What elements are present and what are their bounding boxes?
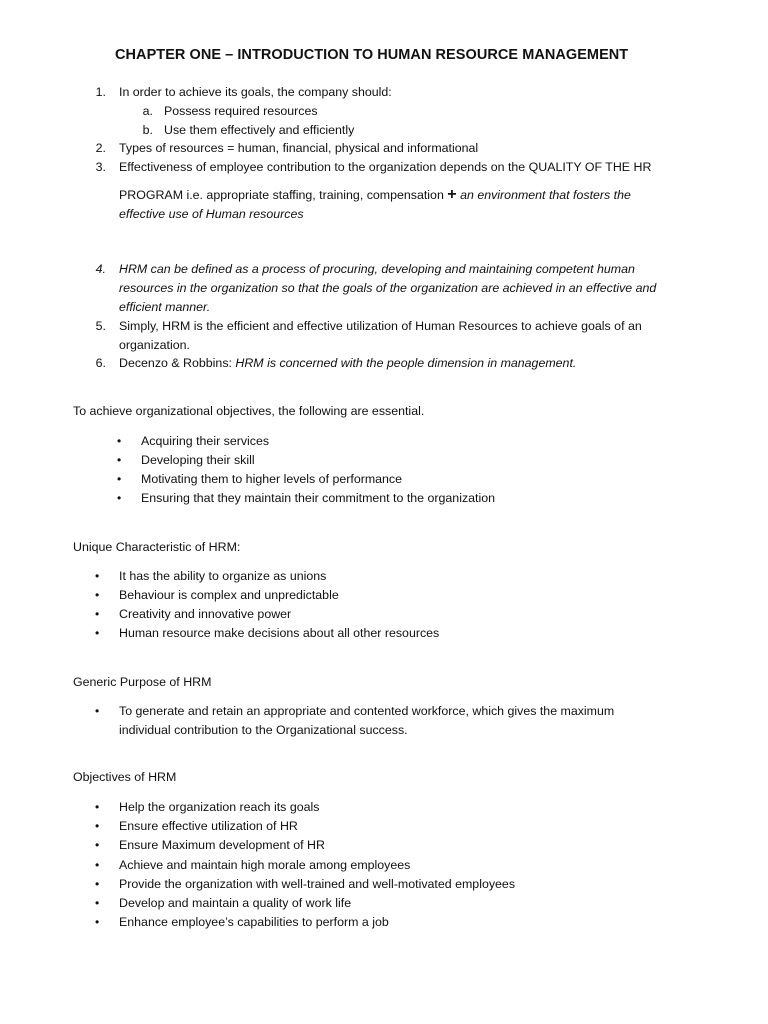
- bullet: •: [95, 819, 100, 833]
- bullet: •: [95, 800, 100, 814]
- list-number: 2.: [95, 141, 106, 155]
- bullet: •: [95, 915, 100, 929]
- list-item: Developing their skill: [141, 453, 255, 467]
- bullet: •: [117, 453, 122, 467]
- list-item-text: In order to achieve its goals, the company should:: [119, 85, 392, 99]
- list-item: Behaviour is complex and unpredictable: [119, 588, 339, 602]
- bullet: •: [95, 626, 100, 640]
- list-number: 3.: [95, 160, 106, 174]
- section-heading: Objectives of HRM: [73, 770, 177, 784]
- list-item: It has the ability to organize as unions: [119, 569, 327, 583]
- bullet: •: [117, 491, 122, 505]
- bullet: •: [117, 434, 122, 448]
- list-item: To generate and retain an appropriate and contented workforce, which gives the maximum: [119, 704, 615, 718]
- list-number: 4.: [95, 262, 106, 276]
- page-title: CHAPTER ONE – INTRODUCTION TO HUMAN RESOURCE MANAGEMENT: [115, 47, 629, 63]
- section-heading: Generic Purpose of HRM: [73, 675, 212, 689]
- list-item: Help the organization reach its goals: [119, 800, 320, 814]
- list-item: individual contribution to the Organizational success.: [119, 723, 408, 737]
- list-item-text: [119, 187, 631, 203]
- list-item: Ensuring that they maintain their commitment to the organization: [141, 491, 496, 505]
- list-item: Motivating them to higher levels of performance: [141, 472, 403, 486]
- bullet: •: [95, 704, 100, 718]
- list-item: Acquiring their services: [141, 434, 270, 448]
- list-item-text: [119, 357, 576, 369]
- list-item-italic: HRM can be defined as a process of procuring, developing and maintaining competent human: [119, 262, 635, 276]
- list-item-italic: an environment that fosters the: [460, 188, 631, 202]
- plus-sign: +: [447, 186, 457, 203]
- list-item-italic: effective use of Human resources: [119, 207, 304, 221]
- bullet: •: [95, 896, 100, 910]
- sub-letter: a.: [142, 104, 153, 118]
- list-number: 5.: [95, 319, 106, 333]
- list-item: Ensure Maximum development of HR: [119, 838, 325, 852]
- list-item: Enhance employee’s capabilities to perform a job: [119, 915, 389, 929]
- list-item: Provide the organization with well-trained and well-motivated employees: [119, 877, 516, 891]
- list-item: Ensure effective utilization of HR: [119, 819, 298, 833]
- bullet: •: [95, 877, 100, 891]
- bullet: •: [95, 838, 100, 852]
- bullet: •: [117, 472, 122, 486]
- list-item-italic: efficient manner.: [119, 300, 211, 314]
- list-number: 1.: [95, 85, 106, 99]
- bullet: •: [95, 607, 100, 621]
- list-item-text: Simply, HRM is the efficient and effective utilization of Human Resources to achieve goals of an: [119, 319, 642, 333]
- sub-letter: b.: [142, 123, 153, 137]
- list-item-text: organization.: [119, 338, 190, 352]
- bullet: •: [95, 588, 100, 602]
- sub-item-text: Possess required resources: [164, 104, 318, 118]
- sub-item-text: Use them effectively and efficiently: [164, 123, 355, 137]
- list-item: Human resource make decisions about all other resources: [119, 626, 440, 640]
- list-item: Creativity and innovative power: [119, 607, 292, 621]
- bullet: •: [95, 858, 100, 872]
- bullet: •: [95, 569, 100, 583]
- list-item-italic: resources in the organization so that the goals of the organization are achieved in an effective and: [119, 281, 657, 295]
- list-item: Develop and maintain a quality of work life: [119, 896, 352, 910]
- list-item-plain: PROGRAM i.e. appropriate staffing, training, compensation: [119, 188, 444, 202]
- section-intro: To achieve organizational objectives, the following are essential.: [73, 404, 425, 418]
- list-item-plain: Decenzo & Robbins:: [119, 356, 236, 370]
- list-item-text: Types of resources = human, financial, physical and informational: [119, 141, 479, 155]
- section-heading: Unique Characteristic of HRM:: [73, 540, 241, 554]
- list-number: 6.: [95, 356, 106, 370]
- list-item-italic: HRM is concerned with the people dimension in management.: [235, 356, 577, 370]
- list-item-text: Effectiveness of employee contribution to the organization depends on the QUALITY OF THE HR: [119, 160, 652, 174]
- list-item: Achieve and maintain high morale among employees: [119, 858, 411, 872]
